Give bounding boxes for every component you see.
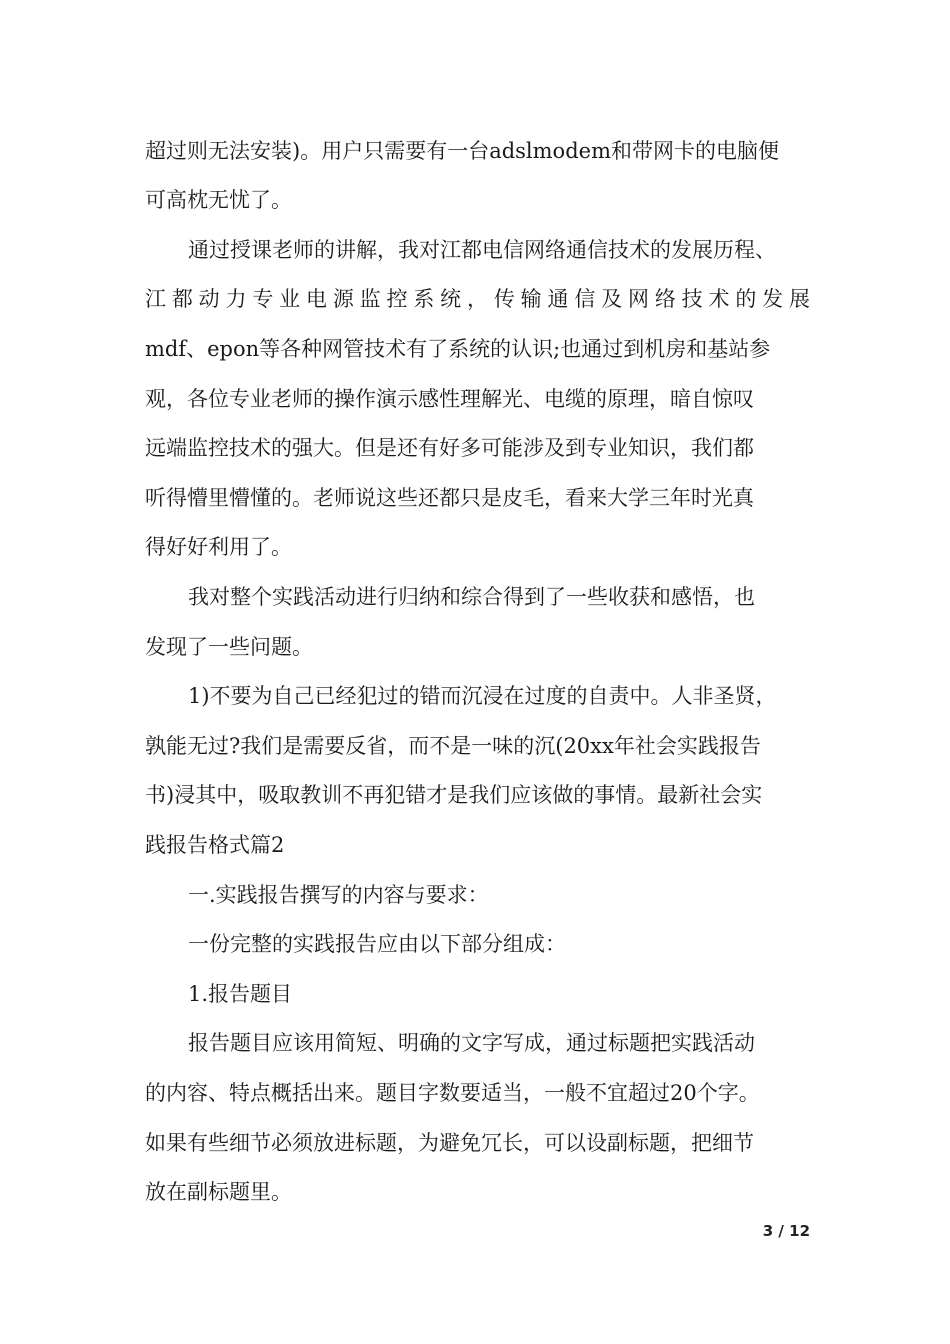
text-line: mdf、epon等各种网管技术有了系统的认识;也通过到机房和基站参 — [145, 337, 771, 361]
text-line: 的内容、特点概括出来。题目字数要适当，一般不宜超过20个字。 — [145, 1081, 760, 1105]
text-line: 观，各位专业老师的操作演示感性理解光、电缆的原理，暗自惊叹 — [145, 387, 754, 411]
text-line: 我对整个实践活动进行归纳和综合得到了一些收获和感悟，也 — [188, 585, 755, 609]
text-line: 1)不要为自己已经犯过的错而沉浸在过度的自责中。人非圣贤， — [188, 684, 777, 708]
page-number: 3 / 12 — [762, 1222, 810, 1240]
text-line: 通过授课老师的讲解，我对江都电信网络通信技术的发展历程、 — [188, 238, 776, 262]
text-line: 书)浸其中，吸取教训不再犯错才是我们应该做的事情。最新社会实 — [145, 783, 763, 807]
text-line: 放在副标题里。 — [145, 1180, 292, 1204]
text-line: 听得懵里懵懂的。老师说这些还都只是皮毛，看来大学三年时光真 — [145, 486, 754, 510]
text-line: 如果有些细节必须放进标题，为避免冗长，可以设副标题，把细节 — [145, 1131, 754, 1155]
text-line: 发现了一些问题。 — [145, 635, 313, 659]
text-line: 得好好利用了。 — [145, 535, 292, 559]
text-line: 江都动力专业电源监控系统，传输通信及网络技术的发展 — [145, 287, 810, 311]
text-line: 一份完整的实践报告应由以下部分组成： — [188, 932, 566, 956]
text-line: 一.实践报告撰写的内容与要求： — [188, 883, 489, 907]
text-line: 孰能无过?我们是需要反省，而不是一味的沉(20xx年社会实践报告 — [145, 734, 761, 758]
text-line: 报告题目应该用简短、明确的文字写成，通过标题把实践活动 — [188, 1031, 755, 1055]
text-line: 1.报告题目 — [188, 982, 293, 1006]
text-line: 超过则无法安装)。用户只需要有一台adslmodem和带网卡的电脑便 — [145, 139, 779, 163]
text-line: 践报告格式篇2 — [145, 833, 285, 857]
text-line: 远端监控技术的强大。但是还有好多可能涉及到专业知识，我们都 — [145, 436, 754, 460]
text-line: 可高枕无忧了。 — [145, 188, 292, 212]
